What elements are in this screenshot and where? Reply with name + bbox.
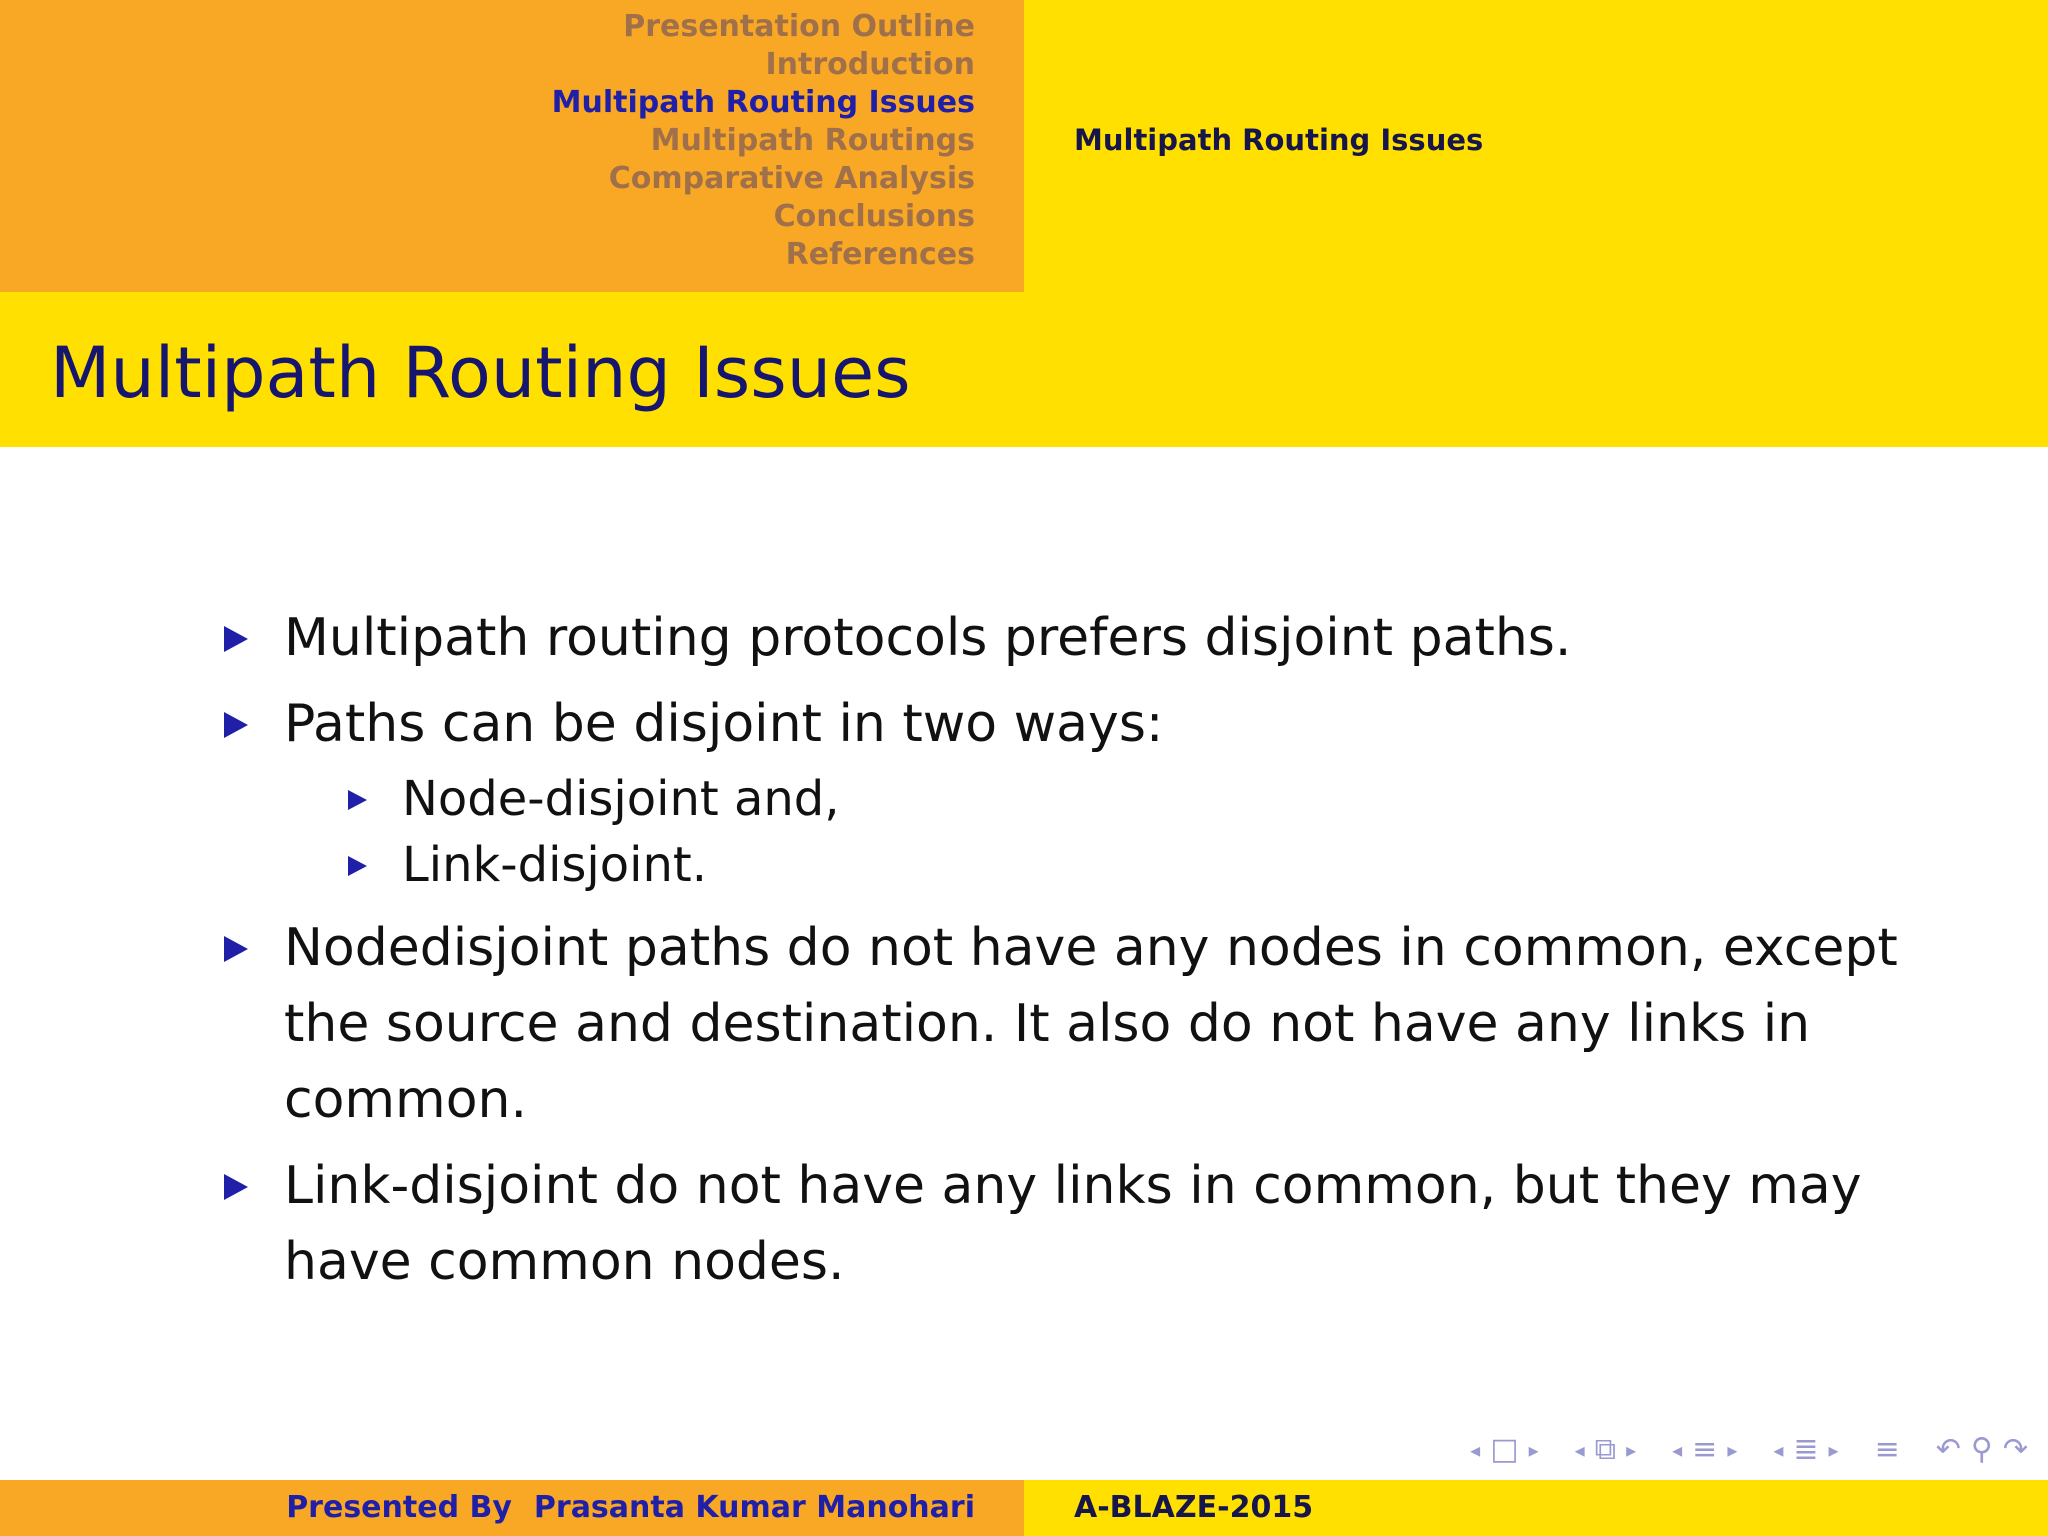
bullet-triangle-icon bbox=[348, 856, 367, 876]
nav-subsection-group bbox=[1574, 1432, 1637, 1467]
nav-prev-presentation-icon[interactable]: ◂ bbox=[1773, 1438, 1784, 1462]
outline-item-references[interactable]: References bbox=[785, 237, 975, 272]
section-outline bbox=[552, 8, 975, 274]
nav-frame-group bbox=[1470, 1432, 1539, 1467]
outline-item-introduction[interactable]: Introduction bbox=[765, 47, 975, 82]
nav-outline-icon[interactable]: ≡ bbox=[1874, 1432, 1900, 1467]
outline-item-multipath-routing-issues[interactable]: Multipath Routing Issues bbox=[551, 85, 975, 120]
outline-item-conclusions[interactable]: Conclusions bbox=[773, 199, 975, 234]
nav-search-icon[interactable]: ⚲ bbox=[1970, 1432, 1993, 1467]
author-name: Prasanta Kumar Manohari bbox=[533, 1490, 975, 1525]
event-name: A-BLAZE-2015 bbox=[1074, 1490, 1314, 1525]
header-outline-panel bbox=[0, 0, 1024, 292]
bullet-text: Paths can be disjoint in two ways: bbox=[284, 694, 1164, 754]
presenter-line bbox=[286, 1490, 975, 1525]
bullet-list bbox=[220, 600, 1900, 1300]
bullet-item bbox=[220, 600, 1900, 676]
nav-next-frame-icon[interactable]: ▸ bbox=[1528, 1438, 1539, 1462]
nav-presentation-group bbox=[1773, 1432, 1839, 1467]
current-section-title: Multipath Routing Issues bbox=[1074, 123, 1484, 157]
nav-next-subsection-icon[interactable]: ▸ bbox=[1626, 1438, 1637, 1462]
sub-bullet-item bbox=[344, 766, 1900, 832]
frame-title: Multipath Routing Issues bbox=[50, 332, 911, 414]
sub-bullet-item bbox=[344, 832, 1900, 898]
footer-event-panel bbox=[1024, 1480, 2048, 1536]
bullet-text: Link-disjoint do not have any links in common, but they may have common nodes. bbox=[284, 1156, 1862, 1292]
nav-prev-section-icon[interactable]: ◂ bbox=[1672, 1438, 1683, 1462]
sub-bullet-text: Link-disjoint. bbox=[402, 837, 707, 893]
bullet-triangle-icon bbox=[348, 790, 367, 810]
beamer-navigation-bar bbox=[1470, 1432, 2028, 1468]
bullet-text: Multipath routing protocols prefers disjoint paths. bbox=[284, 608, 1572, 668]
nav-section-group bbox=[1672, 1432, 1738, 1467]
outline-item-comparative-analysis[interactable]: Comparative Analysis bbox=[608, 161, 975, 196]
nav-back-icon[interactable]: ↶ bbox=[1935, 1432, 1961, 1467]
frame-title-bar bbox=[0, 292, 2048, 447]
nav-section-icon[interactable]: ≡ bbox=[1692, 1432, 1718, 1467]
outline-item-multipath-routings[interactable]: Multipath Routings bbox=[650, 123, 975, 158]
nav-presentation-icon[interactable]: ≣ bbox=[1793, 1432, 1819, 1467]
bullet-text: Nodedisjoint paths do not have any nodes in common, except the source and destination. It also do not have any links in common. bbox=[284, 918, 1898, 1130]
nav-subsection-icon[interactable]: ⧉ bbox=[1594, 1432, 1617, 1467]
sub-bullet-list bbox=[284, 766, 1900, 898]
footer-author-panel bbox=[0, 1480, 1024, 1536]
bullet-triangle-icon bbox=[224, 936, 248, 962]
presented-by-label: Presented By bbox=[286, 1490, 512, 1525]
outline-item-presentation-outline[interactable]: Presentation Outline bbox=[623, 9, 975, 44]
sub-bullet-text: Node-disjoint and, bbox=[402, 771, 840, 827]
nav-next-presentation-icon[interactable]: ▸ bbox=[1828, 1438, 1839, 1462]
bullet-item bbox=[220, 1148, 1900, 1300]
nav-next-section-icon[interactable]: ▸ bbox=[1727, 1438, 1738, 1462]
nav-search-group bbox=[1935, 1432, 2028, 1467]
bullet-triangle-icon bbox=[224, 712, 248, 738]
nav-prev-frame-icon[interactable]: ◂ bbox=[1470, 1438, 1481, 1462]
nav-prev-subsection-icon[interactable]: ◂ bbox=[1574, 1438, 1585, 1462]
frame-content bbox=[220, 600, 1900, 1310]
bullet-triangle-icon bbox=[224, 1174, 248, 1200]
bullet-item bbox=[220, 910, 1900, 1138]
bullet-triangle-icon bbox=[224, 626, 248, 652]
nav-outline-group bbox=[1874, 1432, 1900, 1467]
nav-frame-icon[interactable]: □ bbox=[1490, 1432, 1519, 1467]
nav-forward-icon[interactable]: ↷ bbox=[2002, 1432, 2028, 1467]
header-section-panel bbox=[1024, 0, 2048, 292]
bullet-item bbox=[220, 686, 1900, 898]
